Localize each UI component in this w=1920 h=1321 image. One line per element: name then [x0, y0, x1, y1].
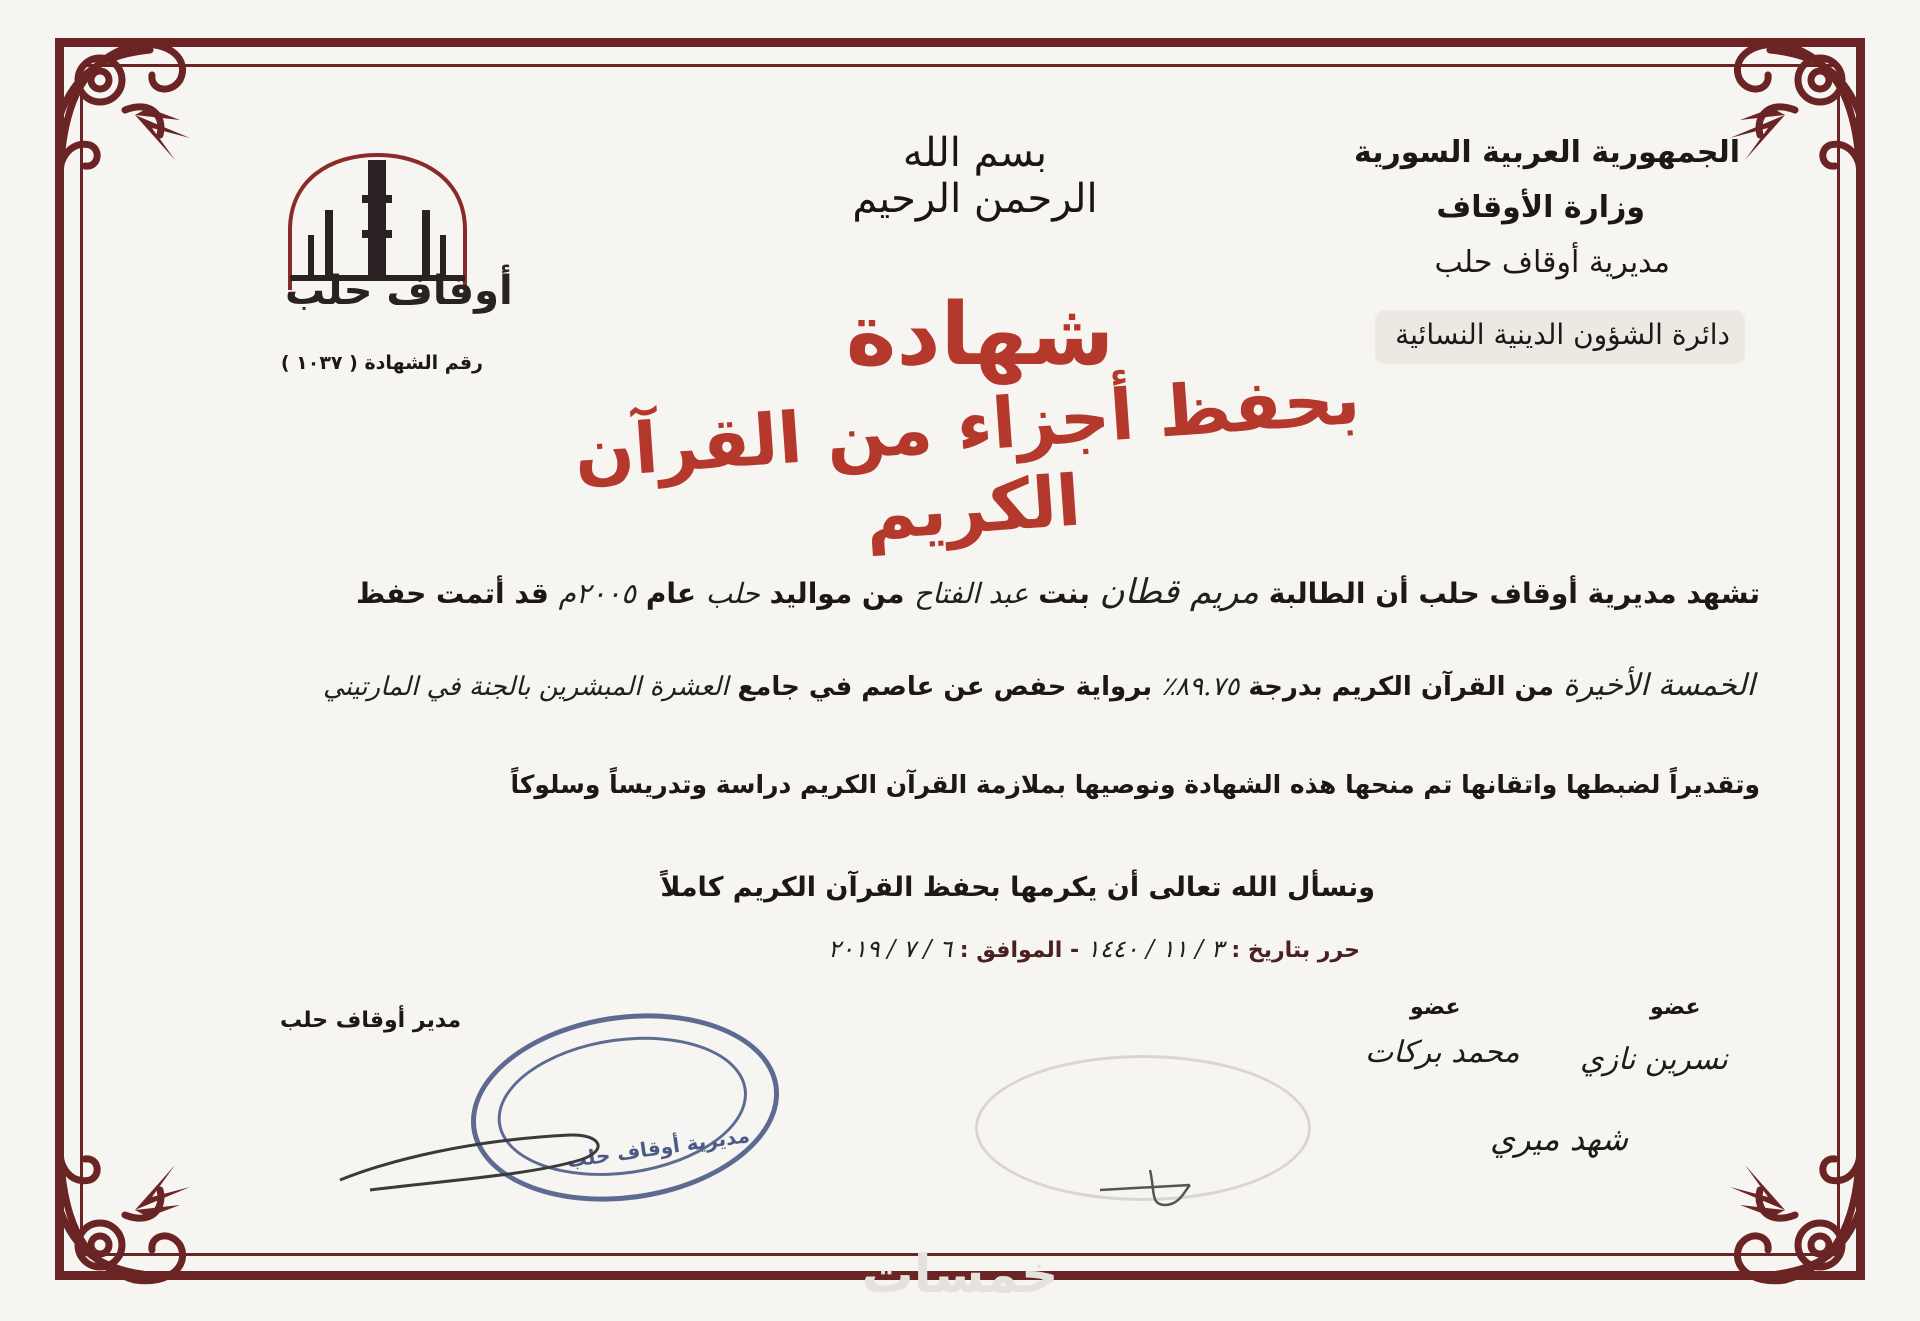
watermark: خمسات	[861, 1245, 1059, 1305]
member2-signature: نسرين نازي	[1580, 1042, 1728, 1077]
date-hijri: ٣ / ١١ / ١٤٤٠	[1086, 935, 1224, 963]
body-text: من مواليد	[769, 577, 905, 610]
director-label: مدير أوقاف حلب	[280, 1008, 462, 1033]
member2-label: عضو	[1650, 995, 1701, 1020]
body-text: بنت	[1038, 577, 1090, 610]
corner-ornament-icon	[40, 20, 230, 210]
header-department: دائرة الشؤون الدينية النسائية	[1395, 318, 1730, 351]
student-name: مريم قطان	[1099, 572, 1259, 612]
corner-ornament-icon	[40, 1115, 230, 1305]
birth-year: ٢٠٠٥م	[558, 577, 637, 610]
memorized-part: الخمسة الأخيرة	[1563, 668, 1755, 703]
body-text: من القرآن الكريم بدرجة	[1248, 672, 1555, 702]
small-signature-icon	[1090, 1160, 1230, 1220]
body-line-2	[323, 668, 1755, 703]
body-text: قد أتمت حفظ	[355, 577, 549, 610]
header-republic: الجمهورية العربية السورية	[1354, 135, 1740, 170]
date-gregorian: ٦ / ٧ / ٢٠١٩	[828, 935, 953, 963]
member1-signature: محمد بركات	[1365, 1035, 1520, 1070]
body-text: تشهد مديرية أوقاف حلب أن الطالبة	[1268, 577, 1760, 610]
corner-ornament-icon	[1690, 20, 1880, 210]
body-text: عام	[645, 577, 696, 610]
body-line-3: وتقديراً لضبطها واتقانها تم منحها هذه الشهادة ونوصيها بملازمة القرآن الكريم دراسة وتدريساً وسلوكاً	[510, 770, 1760, 799]
corner-ornament-icon	[1690, 1115, 1880, 1305]
date-row	[828, 935, 1360, 963]
member1-label: عضو	[1410, 995, 1461, 1020]
cert-number-row	[280, 352, 483, 374]
logo-text: أوقاف حلب	[285, 268, 513, 314]
date-separator: - الموافق :	[959, 938, 1080, 963]
cert-number: ( ١٠٣٧ )	[280, 352, 358, 374]
certificate-title: شهادة	[845, 285, 1115, 385]
body-text: برواية حفص عن عاصم في جامع	[737, 672, 1153, 702]
certificate-subtitle: بحفظ أجزاء من القرآن الكريم	[571, 357, 1363, 557]
member3-signature: شهد ميري	[1490, 1120, 1629, 1158]
stamp-text: مديرية أوقاف حلب	[565, 1123, 752, 1173]
body-line-4: ونسأل الله تعالى أن يكرمها بحفظ القرآن الكريم كاملاً	[660, 872, 1375, 903]
father-name: عبد الفتاح	[914, 577, 1029, 610]
cert-number-label: رقم الشهادة	[364, 352, 483, 374]
body-line-1	[356, 572, 1760, 612]
date-label: حرر بتاريخ :	[1231, 938, 1360, 963]
basmala: بسم الله الرحمن الرحيم	[852, 130, 1098, 222]
header-directorate: مديرية أوقاف حلب	[1434, 245, 1670, 280]
mosque-name: العشرة المبشرين بالجنة في المارتيني	[322, 672, 729, 702]
director-signature-icon	[330, 1120, 630, 1200]
grade: ٨٩.٧٥٪	[1161, 672, 1240, 702]
birthplace: حلب	[705, 577, 760, 610]
header-ministry: وزارة الأوقاف	[1436, 190, 1645, 225]
